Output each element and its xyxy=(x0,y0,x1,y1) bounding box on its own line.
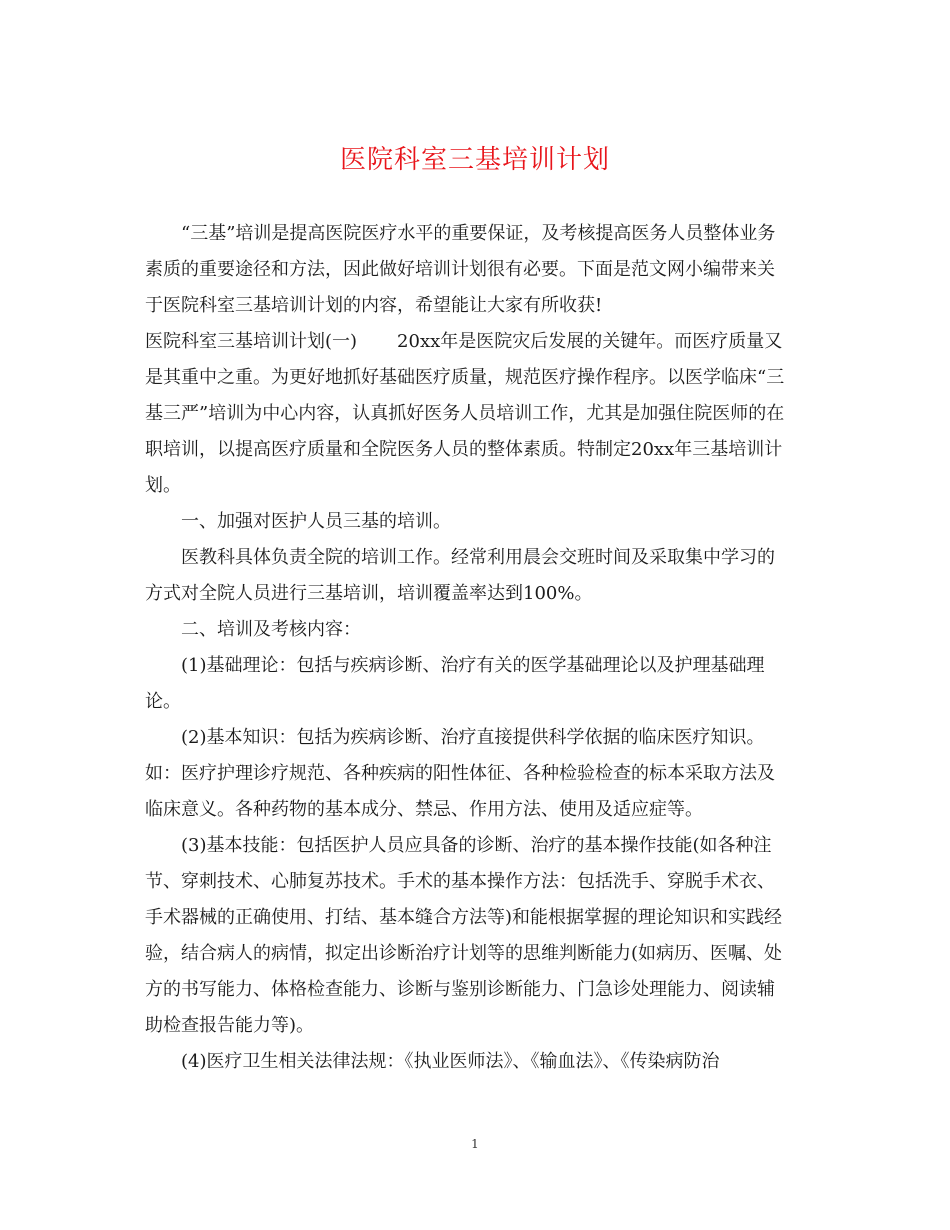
line-text: 一、加强对医护人员三基的培训。 xyxy=(181,511,451,532)
paragraph-line xyxy=(145,612,805,648)
line-text: 手术器械的正确使用、打结、基本缝合方法等)和能根据掌握的理论知识和实践经 xyxy=(145,907,783,928)
line-text: (1)基础理论：包括与疾病诊断、治疗有关的医学基础理论以及护理基础理 xyxy=(181,655,765,676)
paragraph-line xyxy=(145,1008,805,1044)
paragraph-line xyxy=(145,828,805,864)
paragraph-line xyxy=(145,684,805,720)
line-text: 方式对全院人员进行三基培训，培训覆盖率达到100%。 xyxy=(145,583,593,604)
line-text: 临床意义。各种药物的基本成分、禁忌、作用方法、使用及适应症等。 xyxy=(145,799,703,820)
paragraph-line xyxy=(145,936,805,972)
line-text: 验，结合病人的病情，拟定出诊断治疗计划等的思维判断能力(如病历、医嘱、处 xyxy=(145,943,783,964)
line-text: 助检查报告能力等)。 xyxy=(145,1015,315,1036)
paragraph-line xyxy=(145,360,805,396)
paragraph-line xyxy=(145,792,805,828)
paragraph-line xyxy=(145,432,805,468)
line-text: 20xx年是医院灾后发展的关键年。而医疗质量又 xyxy=(397,331,783,352)
paragraph-line xyxy=(145,720,805,756)
paragraph-line xyxy=(145,288,805,324)
line-text: 医教科具体负责全院的培训工作。经常利用晨会交班时间及采取集中学习的 xyxy=(181,547,775,568)
document-body xyxy=(145,216,805,1080)
line-text: (2)基本知识：包括为疾病诊断、治疗直接提供科学依据的临床医疗知识。 xyxy=(181,727,765,748)
line-text: 素质的重要途径和方法，因此做好培训计划很有必要。下面是范文网小编带来关 xyxy=(145,259,775,280)
paragraph-line xyxy=(145,504,805,540)
line-text: 方的书写能力、体格检查能力、诊断与鉴别诊断能力、门急诊处理能力、阅读辅 xyxy=(145,979,775,1000)
line-text: (3)基本技能：包括医护人员应具备的诊断、治疗的基本操作技能(如各种注 xyxy=(181,835,772,856)
paragraph-line xyxy=(145,900,805,936)
line-text: “三基”培训是提高医院医疗水平的重要保证，及考核提高医务人员整体业务 xyxy=(181,223,776,244)
line-text: 二、培训及考核内容： xyxy=(181,619,361,640)
line-text: 节、穿刺技术、心肺复苏技术。手术的基本操作方法：包括洗手、穿脱手术衣、 xyxy=(145,871,775,892)
page-number: 1 xyxy=(471,1137,479,1151)
section-heading-text: 医院科室三基培训计划(一) xyxy=(145,331,358,352)
paragraph-line xyxy=(145,648,805,684)
line-text: 论。 xyxy=(145,691,181,712)
paragraph-line xyxy=(145,972,805,1008)
line-text: 是其重中之重。为更好地抓好基础医疗质量，规范医疗操作程序。以医学临床“三 xyxy=(145,367,785,388)
paragraph-line xyxy=(145,324,805,360)
line-text: 基三严”培训为中心内容，认真抓好医务人员培训工作，尤其是加强住院医师的在 xyxy=(145,403,785,424)
paragraph-line xyxy=(145,540,805,576)
paragraph-line xyxy=(145,1044,805,1080)
paragraph-line xyxy=(145,576,805,612)
line-text: 如：医疗护理诊疗规范、各种疾病的阳性体征、各种检验检查的标本采取方法及 xyxy=(145,763,775,784)
paragraph-line xyxy=(145,468,805,504)
line-text: 职培训，以提高医疗质量和全院医务人员的整体素质。特制定20xx年三基培训计 xyxy=(145,439,783,460)
line-text: 划。 xyxy=(145,475,181,496)
document-title: 医院科室三基培训计划 xyxy=(339,145,610,175)
paragraph-line xyxy=(145,216,805,252)
line-text: (4)医疗卫生相关法律法规：《执业医师法》、《输血法》、《传染病防治 xyxy=(181,1051,720,1072)
paragraph-line xyxy=(145,756,805,792)
paragraph-line xyxy=(145,864,805,900)
line-text: 于医院科室三基培训计划的内容，希望能让大家有所收获! xyxy=(145,295,603,316)
paragraph-line xyxy=(145,396,805,432)
paragraph-line xyxy=(145,252,805,288)
